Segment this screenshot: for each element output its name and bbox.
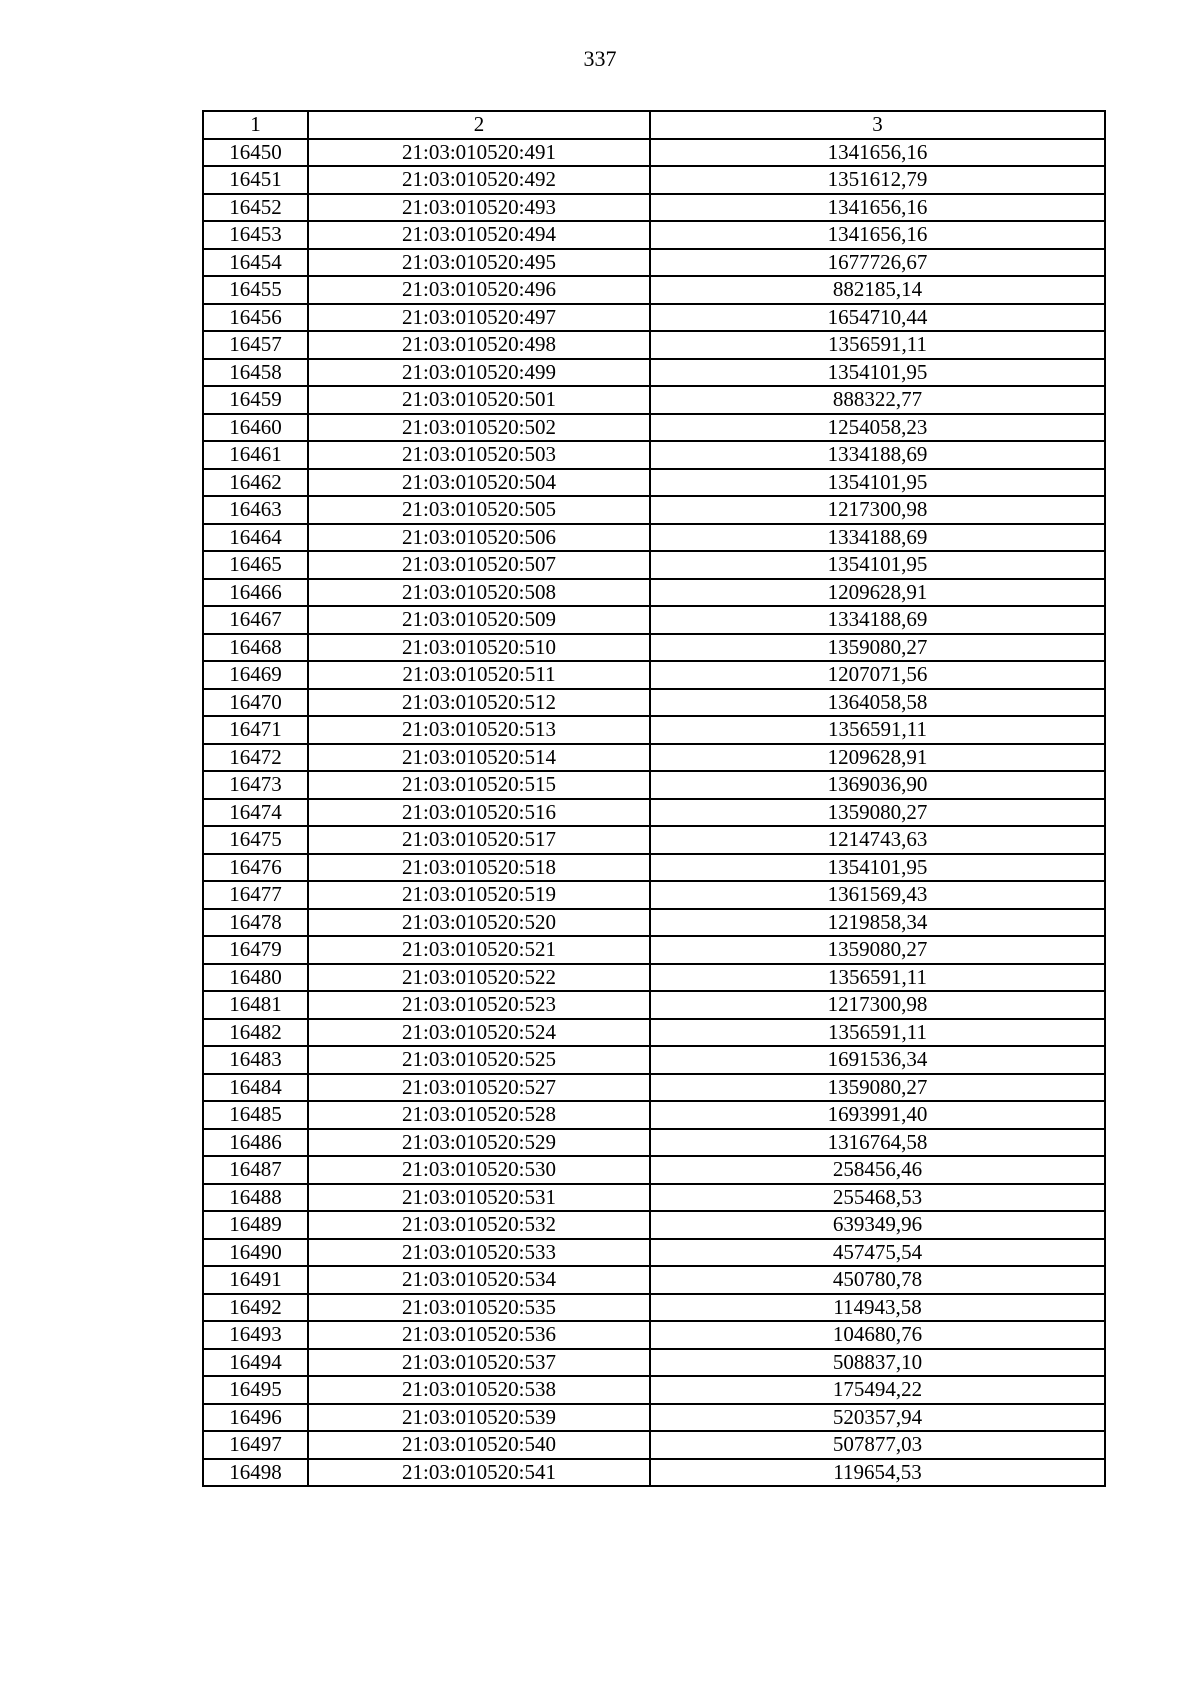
cadastral-number-cell: 21:03:010520:534: [308, 1266, 650, 1294]
value-cell: 1219858,34: [650, 909, 1105, 937]
cadastral-number-cell: 21:03:010520:530: [308, 1156, 650, 1184]
table-row: [203, 441, 1105, 469]
table-row: [203, 854, 1105, 882]
row-number-cell: 16458: [203, 359, 308, 387]
column-header-1: 1: [203, 111, 308, 139]
table-row: [203, 1376, 1105, 1404]
table-row: [203, 331, 1105, 359]
cadastral-number-cell: 21:03:010520:531: [308, 1184, 650, 1212]
cadastral-number-cell: 21:03:010520:498: [308, 331, 650, 359]
cadastral-number-cell: 21:03:010520:504: [308, 469, 650, 497]
row-number-cell: 16473: [203, 771, 308, 799]
cadastral-number-cell: 21:03:010520:535: [308, 1294, 650, 1322]
table-row: [203, 304, 1105, 332]
cadastral-number-cell: 21:03:010520:519: [308, 881, 650, 909]
value-cell: 258456,46: [650, 1156, 1105, 1184]
row-number-cell: 16455: [203, 276, 308, 304]
page-number: 337: [583, 46, 617, 71]
table-row: [203, 1349, 1105, 1377]
table-row: [203, 386, 1105, 414]
row-number-cell: 16497: [203, 1431, 308, 1459]
cadastral-number-cell: 21:03:010520:536: [308, 1321, 650, 1349]
row-number-cell: 16470: [203, 689, 308, 717]
value-cell: 450780,78: [650, 1266, 1105, 1294]
table-row: [203, 1459, 1105, 1487]
row-number-cell: 16465: [203, 551, 308, 579]
value-cell: 1254058,23: [650, 414, 1105, 442]
table-row: [203, 414, 1105, 442]
value-cell: 1351612,79: [650, 166, 1105, 194]
table-row: [203, 551, 1105, 579]
table-row: [203, 221, 1105, 249]
value-cell: 1356591,11: [650, 964, 1105, 992]
row-number-cell: 16463: [203, 496, 308, 524]
row-number-cell: 16467: [203, 606, 308, 634]
row-number-cell: 16494: [203, 1349, 308, 1377]
cadastral-number-cell: 21:03:010520:503: [308, 441, 650, 469]
table-row: [203, 1294, 1105, 1322]
value-cell: 1341656,16: [650, 139, 1105, 167]
row-number-cell: 16493: [203, 1321, 308, 1349]
table-row: [203, 276, 1105, 304]
value-cell: 1677726,67: [650, 249, 1105, 277]
table-row: [203, 936, 1105, 964]
table-row: [203, 1239, 1105, 1267]
value-cell: 1334188,69: [650, 606, 1105, 634]
table-row: [203, 166, 1105, 194]
value-cell: 1654710,44: [650, 304, 1105, 332]
table-row: [203, 826, 1105, 854]
row-number-cell: 16450: [203, 139, 308, 167]
value-cell: 888322,77: [650, 386, 1105, 414]
row-number-cell: 16476: [203, 854, 308, 882]
column-header-2: 2: [308, 111, 650, 139]
table-body: [203, 139, 1105, 1487]
table-row: [203, 799, 1105, 827]
row-number-cell: 16456: [203, 304, 308, 332]
cadastral-number-cell: 21:03:010520:528: [308, 1101, 650, 1129]
row-number-cell: 16472: [203, 744, 308, 772]
row-number-cell: 16487: [203, 1156, 308, 1184]
value-cell: 1354101,95: [650, 359, 1105, 387]
cadastral-number-cell: 21:03:010520:537: [308, 1349, 650, 1377]
table-row: [203, 579, 1105, 607]
table-row: [203, 1321, 1105, 1349]
cadastral-number-cell: 21:03:010520:505: [308, 496, 650, 524]
value-cell: 1359080,27: [650, 1074, 1105, 1102]
value-cell: 1356591,11: [650, 716, 1105, 744]
row-number-cell: 16475: [203, 826, 308, 854]
cadastral-number-cell: 21:03:010520:507: [308, 551, 650, 579]
value-cell: 1354101,95: [650, 854, 1105, 882]
row-number-cell: 16462: [203, 469, 308, 497]
value-cell: 1359080,27: [650, 634, 1105, 662]
table-row: [203, 194, 1105, 222]
value-cell: 507877,03: [650, 1431, 1105, 1459]
cadastral-number-cell: 21:03:010520:518: [308, 854, 650, 882]
table-row: [203, 716, 1105, 744]
table-row: [203, 249, 1105, 277]
value-cell: 1369036,90: [650, 771, 1105, 799]
table-row: [203, 1129, 1105, 1157]
table-row: [203, 1404, 1105, 1432]
table-row: [203, 1431, 1105, 1459]
value-cell: 1354101,95: [650, 551, 1105, 579]
row-number-cell: 16490: [203, 1239, 308, 1267]
table-row: [203, 359, 1105, 387]
table-row: [203, 689, 1105, 717]
table-row: [203, 1211, 1105, 1239]
value-cell: 1217300,98: [650, 496, 1105, 524]
row-number-cell: 16452: [203, 194, 308, 222]
row-number-cell: 16474: [203, 799, 308, 827]
table-row: [203, 964, 1105, 992]
row-number-cell: 16454: [203, 249, 308, 277]
value-cell: 1209628,91: [650, 744, 1105, 772]
table-row: [203, 634, 1105, 662]
cadastral-number-cell: 21:03:010520:521: [308, 936, 650, 964]
table-row: [203, 909, 1105, 937]
value-cell: 520357,94: [650, 1404, 1105, 1432]
cadastral-number-cell: 21:03:010520:520: [308, 909, 650, 937]
value-cell: 882185,14: [650, 276, 1105, 304]
cadastral-number-cell: 21:03:010520:499: [308, 359, 650, 387]
row-number-cell: 16492: [203, 1294, 308, 1322]
value-cell: 114943,58: [650, 1294, 1105, 1322]
table-row: [203, 1046, 1105, 1074]
row-number-cell: 16489: [203, 1211, 308, 1239]
table-row: [203, 1156, 1105, 1184]
row-number-cell: 16466: [203, 579, 308, 607]
value-cell: 1341656,16: [650, 194, 1105, 222]
table-row: [203, 744, 1105, 772]
value-cell: 1356591,11: [650, 1019, 1105, 1047]
table-row: [203, 771, 1105, 799]
value-cell: 1361569,43: [650, 881, 1105, 909]
table-row: [203, 1184, 1105, 1212]
row-number-cell: 16477: [203, 881, 308, 909]
value-cell: 1354101,95: [650, 469, 1105, 497]
cadastral-number-cell: 21:03:010520:529: [308, 1129, 650, 1157]
cadastral-number-cell: 21:03:010520:509: [308, 606, 650, 634]
cadastral-number-cell: 21:03:010520:527: [308, 1074, 650, 1102]
table-row: [203, 881, 1105, 909]
row-number-cell: 16488: [203, 1184, 308, 1212]
cadastral-number-cell: 21:03:010520:493: [308, 194, 650, 222]
cadastral-number-cell: 21:03:010520:512: [308, 689, 650, 717]
table-row: [203, 606, 1105, 634]
row-number-cell: 16481: [203, 991, 308, 1019]
value-cell: 255468,53: [650, 1184, 1105, 1212]
cadastral-number-cell: 21:03:010520:533: [308, 1239, 650, 1267]
row-number-cell: 16480: [203, 964, 308, 992]
row-number-cell: 16464: [203, 524, 308, 552]
value-cell: 1217300,98: [650, 991, 1105, 1019]
table-row: [203, 1266, 1105, 1294]
value-cell: 639349,96: [650, 1211, 1105, 1239]
table-row: [203, 1101, 1105, 1129]
row-number-cell: 16498: [203, 1459, 308, 1487]
value-cell: 1359080,27: [650, 799, 1105, 827]
cadastral-number-cell: 21:03:010520:540: [308, 1431, 650, 1459]
value-cell: 1214743,63: [650, 826, 1105, 854]
table-row: [203, 524, 1105, 552]
table-row: [203, 991, 1105, 1019]
value-cell: 1691536,34: [650, 1046, 1105, 1074]
row-number-cell: 16482: [203, 1019, 308, 1047]
cadastral-number-cell: 21:03:010520:539: [308, 1404, 650, 1432]
cadastral-number-cell: 21:03:010520:525: [308, 1046, 650, 1074]
value-cell: 1359080,27: [650, 936, 1105, 964]
value-cell: 1334188,69: [650, 441, 1105, 469]
row-number-cell: 16461: [203, 441, 308, 469]
value-cell: 1316764,58: [650, 1129, 1105, 1157]
value-cell: 1341656,16: [650, 221, 1105, 249]
row-number-cell: 16468: [203, 634, 308, 662]
value-cell: 508837,10: [650, 1349, 1105, 1377]
cadastral-number-cell: 21:03:010520:492: [308, 166, 650, 194]
value-cell: 1364058,58: [650, 689, 1105, 717]
value-cell: 1693991,40: [650, 1101, 1105, 1129]
row-number-cell: 16491: [203, 1266, 308, 1294]
cadastral-number-cell: 21:03:010520:523: [308, 991, 650, 1019]
value-cell: 1209628,91: [650, 579, 1105, 607]
cadastral-number-cell: 21:03:010520:513: [308, 716, 650, 744]
row-number-cell: 16457: [203, 331, 308, 359]
row-number-cell: 16495: [203, 1376, 308, 1404]
row-number-cell: 16479: [203, 936, 308, 964]
row-number-cell: 16459: [203, 386, 308, 414]
row-number-cell: 16451: [203, 166, 308, 194]
value-cell: 119654,53: [650, 1459, 1105, 1487]
cadastral-number-cell: 21:03:010520:502: [308, 414, 650, 442]
cadastral-number-cell: 21:03:010520:508: [308, 579, 650, 607]
cadastral-number-cell: 21:03:010520:497: [308, 304, 650, 332]
table-header-row: [203, 111, 1105, 139]
value-cell: 1356591,11: [650, 331, 1105, 359]
value-cell: 457475,54: [650, 1239, 1105, 1267]
table-row: [203, 1074, 1105, 1102]
table-row: [203, 661, 1105, 689]
cadastral-number-cell: 21:03:010520:515: [308, 771, 650, 799]
cadastral-number-cell: 21:03:010520:491: [308, 139, 650, 167]
row-number-cell: 16485: [203, 1101, 308, 1129]
column-header-3: 3: [650, 111, 1105, 139]
cadastral-number-cell: 21:03:010520:511: [308, 661, 650, 689]
row-number-cell: 16483: [203, 1046, 308, 1074]
cadastral-number-cell: 21:03:010520:510: [308, 634, 650, 662]
cadastral-number-cell: 21:03:010520:524: [308, 1019, 650, 1047]
value-cell: 104680,76: [650, 1321, 1105, 1349]
table-row: [203, 1019, 1105, 1047]
row-number-cell: 16469: [203, 661, 308, 689]
cadastral-number-cell: 21:03:010520:538: [308, 1376, 650, 1404]
row-number-cell: 16484: [203, 1074, 308, 1102]
cadastral-number-cell: 21:03:010520:494: [308, 221, 650, 249]
cadastral-number-cell: 21:03:010520:516: [308, 799, 650, 827]
row-number-cell: 16460: [203, 414, 308, 442]
cadastral-number-cell: 21:03:010520:496: [308, 276, 650, 304]
table-row: [203, 496, 1105, 524]
row-number-cell: 16496: [203, 1404, 308, 1432]
value-cell: 1334188,69: [650, 524, 1105, 552]
table-row: [203, 139, 1105, 167]
row-number-cell: 16478: [203, 909, 308, 937]
value-cell: 175494,22: [650, 1376, 1105, 1404]
row-number-cell: 16453: [203, 221, 308, 249]
cadastral-number-cell: 21:03:010520:514: [308, 744, 650, 772]
cadastral-number-cell: 21:03:010520:495: [308, 249, 650, 277]
value-cell: 1207071,56: [650, 661, 1105, 689]
cadastral-number-cell: 21:03:010520:532: [308, 1211, 650, 1239]
row-number-cell: 16471: [203, 716, 308, 744]
cadastral-number-cell: 21:03:010520:501: [308, 386, 650, 414]
cadastral-number-cell: 21:03:010520:506: [308, 524, 650, 552]
cadastral-number-cell: 21:03:010520:541: [308, 1459, 650, 1487]
cadastral-number-cell: 21:03:010520:522: [308, 964, 650, 992]
row-number-cell: 16486: [203, 1129, 308, 1157]
table-row: [203, 469, 1105, 497]
cadastral-number-cell: 21:03:010520:517: [308, 826, 650, 854]
cadastral-table: [202, 110, 1106, 1487]
